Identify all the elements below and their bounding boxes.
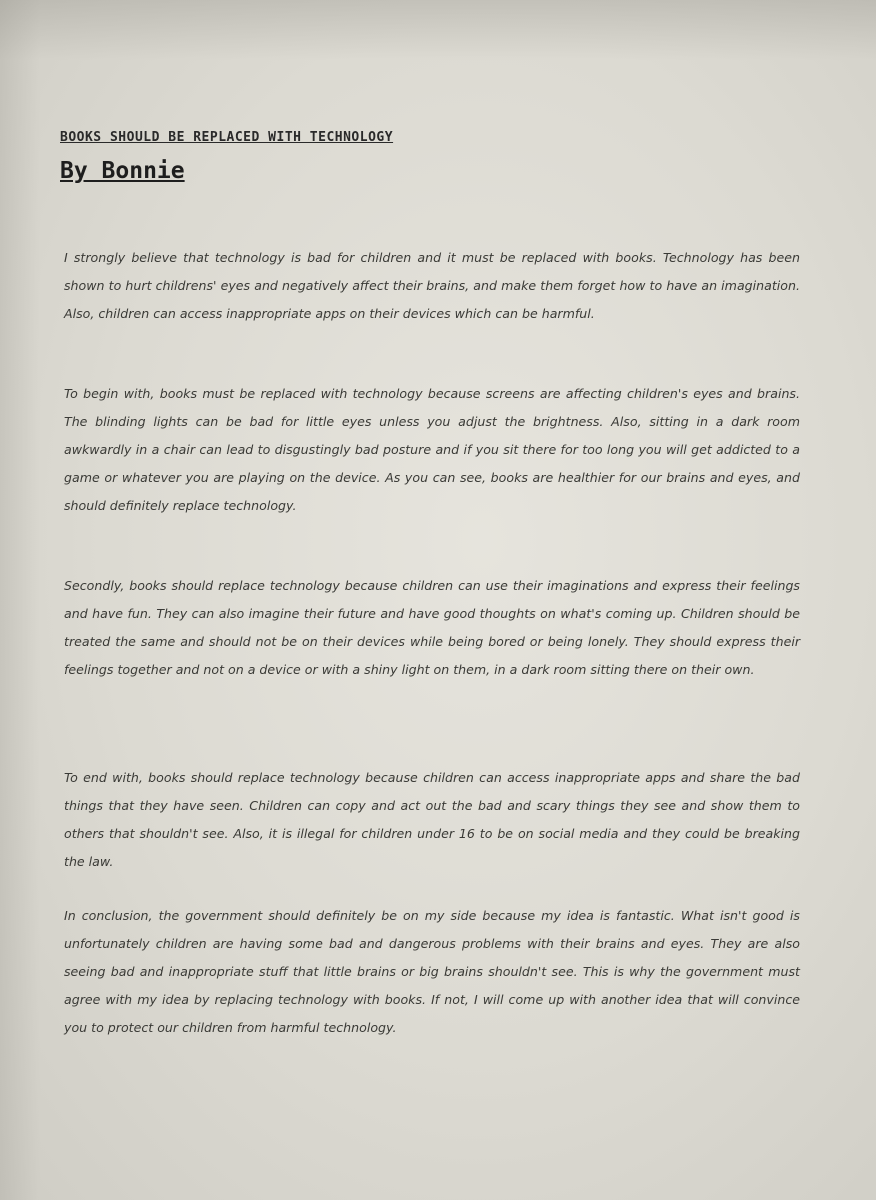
paragraph-conclusion: In conclusion, the government should definitely be on my side because my idea is fantastic. What isn't good is unfortunately children are having some bad and dangerous problems with their brains and eyes. They are also seeing bad and inappropriate stuff that little brains or big brains shouldn't see. This is why the government must agree with my idea by replacing technology with books. If not, I will come up with another idea that will convince you to protect our children from harmful technology. <box>64 908 800 1035</box>
paragraph-introduction: I strongly believe that technology is bad for children and it must be replaced with books. Technology has been shown to hurt childrens' eyes and negatively affect their brains, and make them forget how to have an imagination. Also, children can access inappropriate apps on their devices which can be harmful. <box>64 250 800 321</box>
paper-shadow-top <box>0 0 876 60</box>
paragraph-second-argument: Secondly, books should replace technology because children can use their imaginations and express their feelings and have fun. They can also imagine their future and have good thoughts on what's coming up. Children should be treated the same and should not be on their devices while being bored or being lonely. They should express their feelings together and not on a device or with a shiny light on them, in a dark room sitting there on their own. <box>64 578 800 677</box>
document-author: By Bonnie <box>60 158 185 184</box>
paragraph-first-argument: To begin with, books must be replaced with technology because screens are affecting children's eyes and brains. The blinding lights can be bad for little eyes unless you adjust the brightness. Also, sitting in a dark room awkwardly in a chair can lead to disgustingly bad posture and if you sit there for too long you will get addicted to a game or whatever you are playing on the device. As you can see, books are healthier for our brains and eyes, and should definitely replace technology. <box>64 386 800 513</box>
paragraph-third-argument: To end with, books should replace technology because children can access inappropriate apps and share the bad things that they have seen. Children can copy and act out the bad and scary things they see and show them to others that shouldn't see. Also, it is illegal for children under 16 to be on social media and they could be breaking the law. <box>64 770 800 869</box>
document-title: BOOKS SHOULD BE REPLACED WITH TECHNOLOGY <box>60 130 394 145</box>
paper-shadow-left <box>0 0 40 1200</box>
